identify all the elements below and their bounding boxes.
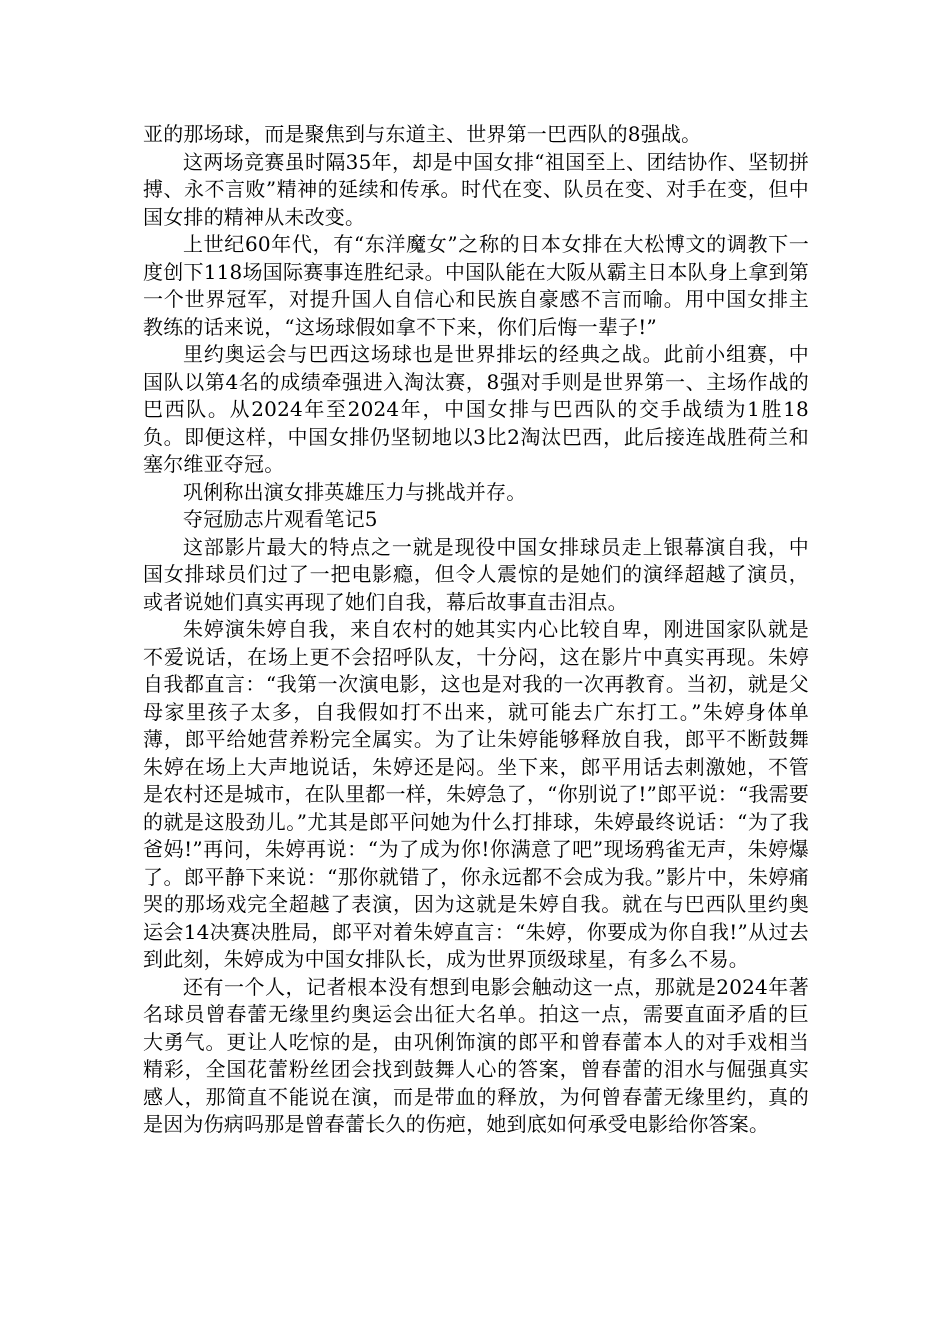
- paragraph-6: 这部影片最大的特点之一就是现役中国女排球员走上银幕演自我，中国女排球员们过了一把电影瘾，但令人震惊的是她们的演绎超越了演员，或者说她们真实再现了她们自我，幕后故事直击泪点。: [143, 534, 809, 614]
- paragraph-2: 这两场竞赛虽时隔35年，却是中国女排“祖国至上、团结协作、坚韧拼搏、永不言败”精神的延续和传承。时代在变、队员在变、对手在变，但中国女排的精神从未改变。: [143, 149, 809, 229]
- paragraph-1: 亚的那场球，而是聚焦到与东道主、世界第一巴西队的8强战。: [143, 122, 702, 146]
- paragraph-5: 巩俐称出演女排英雄压力与挑战并存。: [183, 479, 527, 504]
- document-body: [143, 121, 809, 1139]
- paragraph-3: 上世纪60年代，有“东洋魔女”之称的日本女排在大松博文的调教下一度创下118场国际赛事连胜纪录。中国队能在大阪从霸主日本队身上拿到第一个世界冠军，对提升国人自信心和民族自豪感不言而喻。用中国女排主教练的话来说，“这场球假如拿不下来，你们后悔一辈子!”: [143, 232, 809, 339]
- paragraph-8: 还有一个人，记者根本没有想到电影会触动这一点，那就是2024年著名球员曾春蕾无缘里约奥运会出征大名单。拍这一点，需要直面矛盾的巨大勇气。更让人吃惊的是，由巩俐饰演的郎平和曾春蕾本人的对手戏相当精彩，全国花蕾粉丝团会找到鼓舞人心的答案，曾春蕾的泪水与倔强真实感人，那简直不能说在演，而是带血的释放，为何曾春蕾无缘里约，真的是因为伤病吗那是曾春蕾长久的伤疤，她到底如何承受电影给你答案。: [143, 974, 809, 1136]
- section-heading: 夺冠励志片观看笔记5: [183, 507, 378, 531]
- paragraph-7: 朱婷演朱婷自我，来自农村的她其实内心比较自卑，刚进国家队就是不爱说话，在场上更不会招呼队友，十分闷，这在影片中真实再现。朱婷自我都直言：“我第一次演电影，这也是对我的一次再教育。当初，就是父母家里孩子太多，自我假如打不出来，就可能去广东打工。”朱婷身体单薄，郎平给她营养粉完全属实。为了让朱婷能够释放自我，郎平不断鼓舞朱婷在场上大声地说话，朱婷还是闷。坐下来，郎平用话去刺激她，不管是农村还是城市，在队里都一样，朱婷急了，“你别说了!”郎平说：“我需要的就是这股劲儿。”尤其是郎平问她为什么打排球，朱婷最终说话：“为了我爸妈!”再问，朱婷再说：“为了成为你!你满意了吧”现场鸦雀无声，朱婷爆了。郎平静下来说：“那你就错了，你永远都不会成为我。”影片中，朱婷痛哭的那场戏完全超越了表演，因为这就是朱婷自我。就在与巴西队里约奥运会14决赛决胜局，郎平对着朱婷直言：“朱婷，你要成为你自我!”从过去到此刻，朱婷成为中国女排队长，成为世界顶级球星，有多么不易。: [143, 617, 809, 971]
- paragraph-4: 里约奥运会与巴西这场球也是世界排坛的经典之战。此前小组赛，中国队以第4名的成绩牵强进入淘汰赛，8强对手则是世界第一、主场作战的巴西队。从2024年至2024年，中国女排与巴西队的交手战绩为1胜18负。即便这样，中国女排仍坚韧地以3比2淘汰巴西，此后接连战胜荷兰和塞尔维亚夺冠。: [143, 342, 809, 476]
